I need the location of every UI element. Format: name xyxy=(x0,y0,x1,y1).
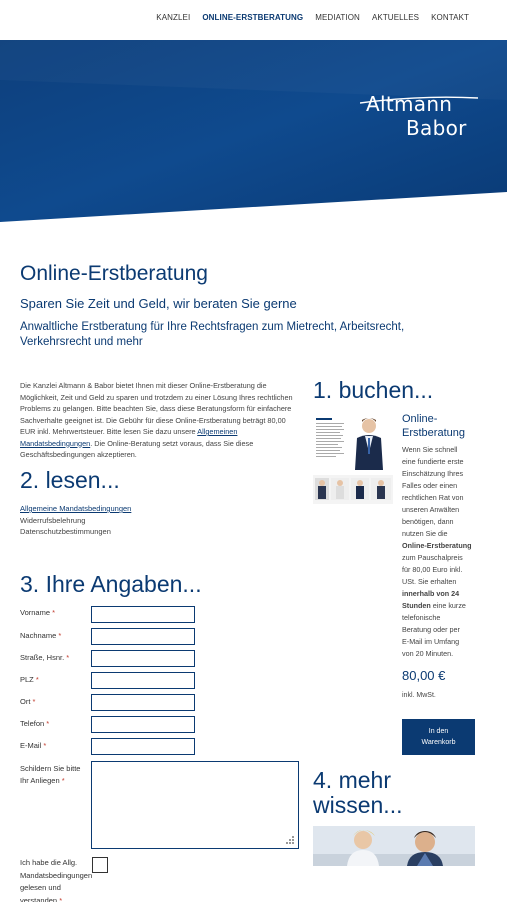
page-description: Anwaltliche Erstberatung für Ihre Rechtsfragen zum Mietrecht, Arbeitsrecht, Verkehrsrecht und mehr xyxy=(20,321,405,348)
section-heading-buchen: 1. buchen... xyxy=(313,377,434,403)
input-nachname[interactable] xyxy=(91,628,195,645)
desc-line: Einschätzung Ihres xyxy=(402,469,464,478)
page-subtitle: Sparen Sie Zeit und Geld, wir beraten Sie gerne xyxy=(20,296,297,311)
label-strasse xyxy=(20,653,69,662)
required-mark: * xyxy=(59,895,63,902)
section-heading-mehr-wissen xyxy=(313,768,402,818)
input-telefon[interactable] xyxy=(91,716,195,733)
desc-line-bold: Stunden xyxy=(402,601,431,610)
intro-text: Die Kanzlei Altmann & Babor bietet Ihnen mit dieser Online-Erstberatung die Möglichkeit, Zeit und Geld zu sparen und trotzdem zu einer Lösung Ihres rechtlichen Problems zu gelangen. Bitte beachten Sie, dass diese Beratungsform für einfachere Sachverhalte geeignet ist. Die Gebühr für diese Online-Erstberatung beträgt 80,00 EUR inkl. Mehrwertsteuer. Bitte lesen Sie dazu unsere xyxy=(20,381,293,436)
desc-line: rechtlichen Rat von xyxy=(402,493,464,502)
documents-list xyxy=(20,503,131,538)
nav-item-aktuelles[interactable]: AKTUELLES xyxy=(371,13,420,22)
label-text: Telefon xyxy=(20,719,45,728)
top-navigation xyxy=(0,0,507,40)
label-text: Ihr Anliegen xyxy=(20,775,60,785)
desc-line: unseren Anwälten xyxy=(402,505,460,514)
required-mark: * xyxy=(32,697,36,706)
label-text: verstanden xyxy=(20,895,58,902)
label-text: Ort xyxy=(20,697,31,706)
label-email xyxy=(20,741,46,750)
label-nachname xyxy=(20,631,61,640)
required-mark: * xyxy=(66,653,70,662)
input-strasse[interactable] xyxy=(91,650,195,667)
section-heading-lesen: 2. lesen... xyxy=(20,467,120,493)
label-anliegen xyxy=(20,763,80,786)
product-name-line: Erstberatung xyxy=(402,427,465,439)
required-mark: * xyxy=(61,775,65,785)
desc-line: eine fundierte erste xyxy=(402,457,464,466)
heading-line: 4. mehr xyxy=(313,767,391,793)
desc-line: USt. Sie erhalten xyxy=(402,577,457,586)
link-widerrufsbelehrung[interactable]: Widerrufsbelehrung xyxy=(20,515,86,525)
desc-line: Wenn Sie schnell xyxy=(402,445,458,454)
label-plz xyxy=(20,675,39,684)
label-text: Straße, Hsnr. xyxy=(20,653,65,662)
price-tax-note: inkl. MwSt. xyxy=(402,692,436,699)
logo-text-altmann: Altmann xyxy=(366,92,453,116)
desc-line-bold: innerhalb von 24 xyxy=(402,589,460,598)
label-agb-confirm xyxy=(20,857,92,902)
label-text: Ich habe die Allg. xyxy=(20,858,78,867)
intro-mandatsbedingungen-link[interactable]: Allgemeinen Mandatsbedingungen xyxy=(20,427,238,448)
section-heading-angaben: 3. Ihre Angaben... xyxy=(20,571,202,597)
required-mark: * xyxy=(35,675,39,684)
link-datenschutz[interactable]: Datenschutzbestimmungen xyxy=(20,527,111,537)
desc-line: eine kurze xyxy=(430,601,466,610)
nav-menu xyxy=(156,13,469,22)
product-name[interactable] xyxy=(402,412,465,440)
label-ort xyxy=(20,697,35,706)
required-mark: * xyxy=(43,741,47,750)
intro-paragraph xyxy=(20,380,298,461)
cart-button-label: Warenkorb xyxy=(421,739,456,746)
resize-grip-icon[interactable] xyxy=(285,835,295,845)
desc-line: nutzen Sie die xyxy=(402,529,448,538)
desc-line: Falles oder einen xyxy=(402,481,458,490)
hero-banner xyxy=(0,40,507,224)
label-text: Vorname xyxy=(20,608,51,617)
label-text: Schildern Sie bitte xyxy=(20,764,81,773)
checkbox-agb[interactable] xyxy=(92,857,108,873)
desc-line: benötigen, dann xyxy=(402,517,454,526)
desc-line: E-Mail im Umfang xyxy=(402,637,460,646)
nav-item-online-erstberatung[interactable]: ONLINE-ERSTBERATUNG xyxy=(202,13,304,22)
desc-line: zum Pauschalpreis xyxy=(402,553,463,562)
input-vorname[interactable] xyxy=(91,606,195,623)
logo-swoosh-icon xyxy=(360,92,480,106)
textarea-anliegen[interactable] xyxy=(91,761,299,849)
mehr-wissen-image[interactable] xyxy=(313,826,475,866)
nav-item-kontakt[interactable]: KONTAKT xyxy=(431,13,469,22)
product-thumbnail-image xyxy=(313,412,393,504)
desc-line: Beratung oder per xyxy=(402,625,460,634)
desc-line-bold: Online-Erstberatung xyxy=(402,541,472,550)
product-image[interactable] xyxy=(313,412,393,504)
label-telefon xyxy=(20,719,49,728)
label-text: PLZ xyxy=(20,675,34,684)
nav-item-kanzlei[interactable]: KANZLEI xyxy=(156,13,191,22)
label-text: E-Mail xyxy=(20,741,42,750)
link-mandatsbedingungen[interactable]: Allgemeine Mandatsbedingungen xyxy=(20,504,132,513)
product-name-line: Online- xyxy=(402,413,438,425)
desc-line: telefonische xyxy=(402,613,441,622)
input-ort[interactable] xyxy=(91,694,195,711)
required-mark: * xyxy=(52,608,56,617)
label-text: Mandatsbedingungen xyxy=(20,870,93,880)
required-mark: * xyxy=(58,631,62,640)
label-text: gelesen und xyxy=(20,883,61,892)
intro-text-end: . Die Online-Beratung setzt voraus, dass Sie diese Geschäftsbedingungen akzeptieren. xyxy=(20,438,254,459)
desc-line: von 20 Minuten. xyxy=(402,649,454,658)
logo-text-babor: Babor xyxy=(406,116,467,140)
heading-line: wissen... xyxy=(313,792,403,818)
nav-item-mediation[interactable]: MEDIATION xyxy=(315,13,360,22)
input-plz[interactable] xyxy=(91,672,195,689)
product-price: 80,00 € xyxy=(402,668,446,683)
desc-line: für 80,00 Euro inkl. xyxy=(402,565,463,574)
people-photo-image xyxy=(313,826,475,866)
page-title: Online-Erstberatung xyxy=(20,262,208,285)
label-text: Nachname xyxy=(20,631,57,640)
add-to-cart-button[interactable] xyxy=(402,719,475,755)
cart-button-label: In den xyxy=(428,728,449,735)
required-mark: * xyxy=(46,719,50,728)
product-description xyxy=(402,444,482,660)
input-email[interactable] xyxy=(91,738,195,755)
label-vorname xyxy=(20,608,55,617)
